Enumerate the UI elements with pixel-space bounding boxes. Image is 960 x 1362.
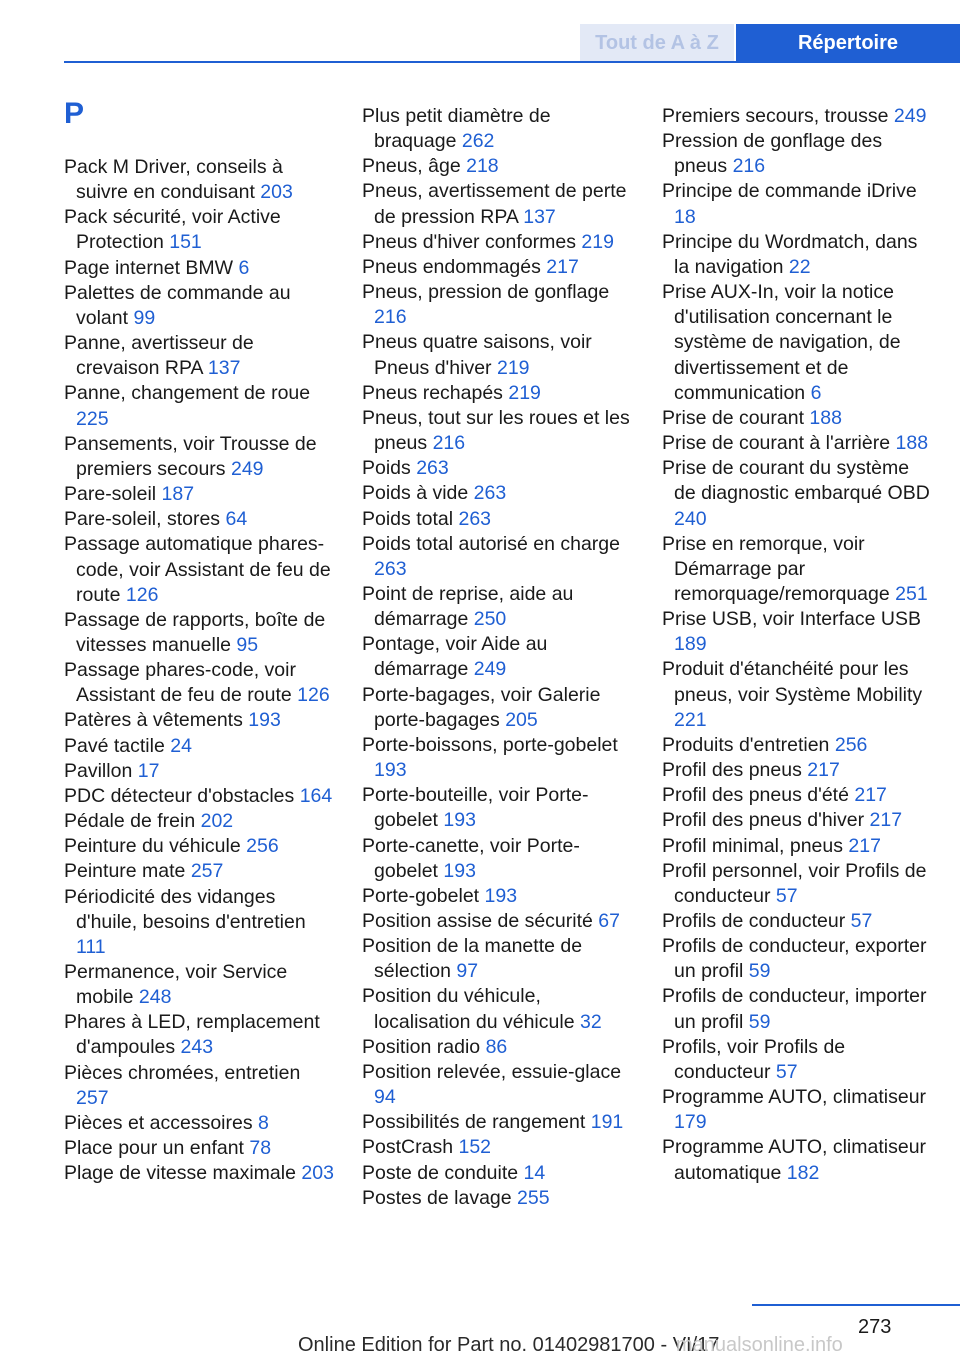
index-entry bbox=[662, 1135, 934, 1185]
index-entry-term: Plus petit diamètre de braquage bbox=[362, 105, 551, 153]
index-entry-term: Pneus, âge bbox=[362, 155, 461, 178]
index-entry-page-link[interactable]: 189 bbox=[674, 633, 707, 656]
index-entry-term: Passage automatique phares-code, voir Assistant de feu de route bbox=[64, 533, 331, 606]
index-entry-term: Pédale de frein bbox=[64, 810, 196, 833]
index-column-3 bbox=[662, 104, 934, 1186]
index-entry-term: Programme AUTO, climatiseur bbox=[662, 1086, 927, 1109]
index-entry bbox=[662, 280, 934, 406]
index-entry-term: Profil des pneus d'hiver bbox=[662, 809, 865, 832]
index-entry bbox=[662, 1035, 934, 1085]
index-entry-page-link[interactable]: 257 bbox=[190, 860, 224, 883]
index-entry-term: Poids total autorisé en charge bbox=[362, 532, 620, 555]
index-entry bbox=[662, 179, 934, 229]
index-entry-page-link[interactable]: 257 bbox=[76, 1086, 109, 1109]
index-entry-term: Pavé tactile bbox=[64, 734, 165, 757]
index-entry-term: Pneus, tout sur les roues et les pneus bbox=[362, 406, 630, 455]
index-entry-page-link[interactable]: 164 bbox=[299, 784, 333, 807]
index-entry-page-link[interactable]: 217 bbox=[854, 784, 887, 807]
index-entry bbox=[662, 984, 934, 1034]
index-entry bbox=[362, 1060, 634, 1110]
index-entry-term: Pneus quatre saisons, voir Pneus d'hiver bbox=[362, 331, 592, 379]
index-entry-page-link[interactable]: 249 bbox=[473, 658, 507, 681]
index-entry-term: Prise de courant bbox=[662, 406, 804, 429]
index-entry-term: Périodicité des vidanges d'huile, besoins d'entretien bbox=[64, 885, 306, 933]
index-entry bbox=[64, 809, 336, 834]
index-entry-page-link[interactable]: 193 bbox=[374, 759, 407, 782]
index-entry-page-link[interactable]: 255 bbox=[517, 1186, 550, 1209]
index-entry-page-link[interactable]: 262 bbox=[461, 130, 495, 153]
index-entry-page-link[interactable]: 6 bbox=[810, 381, 822, 404]
index-entry-page-link[interactable]: 193 bbox=[443, 859, 476, 882]
index-entry-term: Pack M Driver, conseils à suivre en conduisant bbox=[64, 156, 283, 204]
index-entry-page-link[interactable]: 249 bbox=[230, 457, 264, 480]
index-entry bbox=[362, 1186, 634, 1211]
index-entry bbox=[64, 608, 336, 658]
index-entry bbox=[64, 885, 336, 960]
index-entry-page-link[interactable]: 111 bbox=[76, 935, 106, 958]
index-entry bbox=[362, 582, 634, 632]
index-entry bbox=[64, 859, 336, 884]
index-entry-term: Porte-canette, voir Porte-gobelet bbox=[362, 834, 580, 882]
index-entry bbox=[362, 909, 634, 934]
index-entry-page-link[interactable]: 95 bbox=[236, 633, 259, 656]
index-entry bbox=[64, 532, 336, 607]
index-entry bbox=[64, 834, 336, 859]
index-entry-term: Poids à vide bbox=[362, 482, 469, 505]
index-entry bbox=[64, 759, 336, 784]
index-entry-term: Position assise de sécurité bbox=[362, 910, 593, 932]
index-entry bbox=[362, 507, 634, 532]
index-entry bbox=[362, 330, 634, 380]
index-entry bbox=[662, 733, 934, 758]
index-entry-page-link[interactable]: 86 bbox=[485, 1035, 508, 1058]
index-entry-term: Premiers secours, trousse bbox=[662, 105, 889, 127]
index-entry-term: Pièces et accessoires bbox=[64, 1111, 253, 1134]
index-entry bbox=[362, 934, 634, 984]
page-number: 273 bbox=[858, 1316, 892, 1338]
index-entry-page-link[interactable]: 67 bbox=[598, 910, 620, 932]
index-entry bbox=[362, 280, 634, 330]
index-entry bbox=[662, 657, 934, 732]
index-entry-term: Profil des pneus d'été bbox=[662, 784, 849, 807]
index-entry bbox=[362, 154, 634, 179]
index-entry bbox=[64, 1061, 336, 1111]
index-entry bbox=[362, 984, 634, 1034]
index-entry bbox=[64, 960, 336, 1010]
index-entry-term: Pavillon bbox=[64, 759, 133, 782]
index-entry-page-link[interactable]: 219 bbox=[496, 356, 530, 379]
index-entry-term: Profil minimal, pneus bbox=[662, 834, 843, 857]
index-entry-term: Prise en remorque, voir Démarrage par remorquage/remorquage bbox=[662, 532, 890, 605]
index-entry-page-link[interactable]: 218 bbox=[466, 155, 499, 178]
index-entry-page-link[interactable]: 137 bbox=[523, 205, 556, 228]
index-entry-term: Pièces chromées, entretien bbox=[64, 1061, 301, 1084]
index-entry bbox=[362, 884, 634, 909]
index-entry-page-link[interactable]: 99 bbox=[133, 306, 156, 329]
index-entry bbox=[64, 734, 336, 759]
index-entry bbox=[662, 808, 934, 833]
index-entry bbox=[662, 758, 934, 783]
index-entry-page-link[interactable]: 182 bbox=[786, 1161, 820, 1184]
index-entry bbox=[64, 205, 336, 255]
index-entry-page-link[interactable]: 179 bbox=[674, 1111, 707, 1134]
index-entry-page-link[interactable]: 250 bbox=[473, 608, 507, 631]
index-entry-page-link[interactable]: 216 bbox=[732, 155, 766, 178]
index-column-2 bbox=[362, 104, 634, 1211]
index-entry-term: Poids bbox=[362, 457, 411, 480]
index-entry-page-link[interactable]: 32 bbox=[579, 1010, 602, 1033]
index-entry-term: Possibilités de rangement bbox=[362, 1111, 586, 1134]
index-entry-page-link[interactable]: 219 bbox=[581, 230, 614, 253]
index-entry-page-link[interactable]: 217 bbox=[807, 759, 840, 782]
index-entry-page-link[interactable]: 64 bbox=[225, 508, 248, 531]
index-entry-page-link[interactable]: 18 bbox=[674, 205, 696, 228]
index-entry-page-link[interactable]: 219 bbox=[508, 381, 541, 404]
index-entry bbox=[362, 783, 634, 833]
index-entry-term: Plage de vitesse maximale bbox=[64, 1162, 296, 1185]
index-entry-page-link[interactable]: 137 bbox=[207, 357, 241, 380]
index-entry-page-link[interactable]: 126 bbox=[125, 583, 159, 606]
index-entry bbox=[662, 129, 934, 179]
index-entry bbox=[64, 482, 336, 507]
index-entry bbox=[64, 256, 336, 281]
index-entry-page-link[interactable]: 126 bbox=[297, 684, 330, 707]
index-entry-term: PDC détecteur d'obstacles bbox=[64, 784, 295, 807]
index-entry-page-link[interactable]: 256 bbox=[834, 733, 868, 756]
index-entry bbox=[64, 432, 336, 482]
index-entry-page-link[interactable]: 217 bbox=[848, 834, 881, 857]
index-entry-term: Profils de conducteur, exporter un profil bbox=[662, 935, 927, 983]
index-entry bbox=[64, 1136, 336, 1161]
index-entry-term: Pneus d'hiver conformes bbox=[362, 230, 576, 253]
index-entry-term: Pontage, voir Aide au démarrage bbox=[362, 633, 548, 681]
index-entry-term: Peinture mate bbox=[64, 860, 186, 883]
index-entry bbox=[64, 155, 336, 205]
index-entry bbox=[362, 381, 634, 406]
index-entry bbox=[362, 683, 634, 733]
index-entry bbox=[362, 255, 634, 280]
index-entry-page-link[interactable]: 57 bbox=[850, 910, 873, 932]
index-entry bbox=[64, 1161, 336, 1186]
index-entry-term: Pneus, avertissement de perte de pression RPA bbox=[362, 180, 627, 228]
index-entry-term: Porte-boissons, porte-gobelet bbox=[362, 733, 618, 756]
index-entry-term: Pare-soleil bbox=[64, 483, 157, 506]
index-entry-term: Prise de courant à l'arrière bbox=[662, 432, 891, 455]
index-entry-page-link[interactable]: 263 bbox=[473, 482, 507, 505]
footer-divider bbox=[752, 1304, 960, 1306]
index-entry bbox=[362, 481, 634, 506]
index-entry-term: Profil des pneus bbox=[662, 759, 802, 782]
index-entry-term: Prise AUX-In, voir la notice d'utilisation concernant le système de navigation, de divertissement et de communication bbox=[662, 281, 901, 404]
index-entry bbox=[362, 733, 634, 783]
index-entry-page-link[interactable]: 203 bbox=[301, 1162, 334, 1185]
watermark: manualsonline.info bbox=[676, 1334, 843, 1356]
index-entry-page-link[interactable]: 263 bbox=[458, 507, 492, 530]
index-entry-term: Porte-bouteille, voir Porte-gobelet bbox=[362, 784, 589, 832]
index-entry-term: PostCrash bbox=[362, 1136, 454, 1159]
index-entry bbox=[662, 607, 934, 657]
index-entry bbox=[64, 1111, 336, 1136]
index-entry-page-link[interactable]: 221 bbox=[674, 708, 707, 731]
index-entry-term: Phares à LED, remplacement d'ampoules bbox=[64, 1011, 320, 1059]
tab-tout-de-a-a-z[interactable]: Tout de A à Z bbox=[580, 24, 734, 62]
index-entry-term: Passage phares-code, voir Assistant de feu de route bbox=[64, 659, 296, 707]
index-entry-term: Position radio bbox=[362, 1035, 481, 1058]
index-entry bbox=[362, 1110, 634, 1135]
index-entry-page-link[interactable]: 202 bbox=[200, 810, 234, 833]
index-entry-page-link[interactable]: 193 bbox=[443, 809, 476, 832]
header-divider bbox=[64, 61, 960, 63]
index-entry-term: Poste de conduite bbox=[362, 1161, 519, 1184]
index-entry-term: Page internet BMW bbox=[64, 256, 234, 279]
index-entry-term: Porte-gobelet bbox=[362, 884, 480, 907]
index-entry-page-link[interactable]: 193 bbox=[484, 884, 518, 907]
index-entry-page-link[interactable]: 59 bbox=[748, 960, 771, 983]
index-entry-page-link[interactable]: 248 bbox=[138, 986, 172, 1009]
index-entry-term: Pression de gonflage des pneus bbox=[662, 130, 883, 178]
index-entry-term: Passage de rapports, boîte de vitesses manuelle bbox=[64, 608, 326, 656]
index-entry-page-link[interactable]: 188 bbox=[809, 406, 842, 429]
index-entry-term: Principe de commande iDrive bbox=[662, 180, 917, 203]
index-entry-term: Postes de lavage bbox=[362, 1186, 512, 1209]
index-entry-page-link[interactable]: 217 bbox=[546, 255, 579, 278]
index-column-1 bbox=[64, 155, 336, 1186]
index-entry bbox=[662, 783, 934, 808]
index-entry bbox=[362, 179, 634, 229]
index-entry bbox=[64, 708, 336, 733]
index-entry-page-link[interactable]: 240 bbox=[674, 507, 707, 530]
index-entry-page-link[interactable]: 205 bbox=[505, 708, 538, 731]
index-entry-page-link[interactable]: 17 bbox=[137, 759, 160, 782]
index-entry-page-link[interactable]: 225 bbox=[76, 407, 109, 430]
index-entry bbox=[362, 406, 634, 456]
index-entry-term: Produits d'entretien bbox=[662, 733, 830, 756]
index-entry-term: Peinture du véhicule bbox=[64, 835, 241, 858]
index-entry-term: Pneus rechapés bbox=[362, 381, 503, 404]
index-entry bbox=[64, 784, 336, 809]
index-entry-page-link[interactable]: 217 bbox=[869, 809, 903, 832]
index-entry-page-link[interactable]: 188 bbox=[895, 432, 929, 455]
index-entry-term: Produit d'étanchéité pour les pneus, voir Système Mobility bbox=[662, 658, 923, 706]
index-entry bbox=[64, 507, 336, 532]
index-entry bbox=[662, 230, 934, 280]
index-entry-page-link[interactable]: 57 bbox=[775, 884, 798, 907]
index-entry-term: Prise USB, voir Interface USB bbox=[662, 608, 922, 631]
index-entry-term: Point de reprise, aide au démarrage bbox=[362, 582, 574, 631]
index-entry-page-link[interactable]: 57 bbox=[775, 1060, 798, 1083]
index-entry-page-link[interactable]: 14 bbox=[523, 1161, 546, 1184]
index-entry-page-link[interactable]: 191 bbox=[590, 1111, 624, 1134]
index-entry bbox=[662, 834, 934, 859]
index-entry bbox=[64, 381, 336, 431]
index-entry bbox=[362, 834, 634, 884]
index-entry bbox=[362, 632, 634, 682]
index-entry-term: Pneus endommagés bbox=[362, 255, 541, 278]
index-entry-page-link[interactable]: 251 bbox=[895, 582, 928, 605]
index-entry bbox=[662, 431, 934, 456]
index-entry bbox=[662, 104, 934, 129]
index-entry-term: Position de la manette de sélection bbox=[362, 935, 583, 983]
index-entry-term: Profil personnel, voir Profils de conducteur bbox=[662, 859, 927, 907]
index-entry-term: Porte-bagages, voir Galerie porte-bagages bbox=[362, 683, 601, 731]
page-header bbox=[0, 0, 960, 62]
index-entry bbox=[64, 281, 336, 331]
index-entry-page-link[interactable]: 24 bbox=[170, 734, 192, 757]
index-entry bbox=[662, 406, 934, 431]
index-entry bbox=[662, 532, 934, 607]
index-entry-page-link[interactable]: 243 bbox=[180, 1036, 214, 1059]
index-entry-term: Position du véhicule, localisation du véhicule bbox=[362, 985, 575, 1033]
index-entry-page-link[interactable]: 151 bbox=[169, 231, 202, 254]
index-entry-term: Profils, voir Profils de conducteur bbox=[662, 1035, 846, 1083]
index-entry-page-link[interactable]: 263 bbox=[416, 457, 449, 480]
index-entry-page-link[interactable]: 59 bbox=[748, 1010, 771, 1033]
index-entry-page-link[interactable]: 152 bbox=[458, 1136, 492, 1159]
index-entry-page-link[interactable]: 97 bbox=[456, 960, 479, 983]
index-entry-term: Pack sécurité, voir Active Protection bbox=[64, 206, 281, 254]
index-entry-page-link[interactable]: 187 bbox=[161, 483, 195, 506]
index-entry-term: Pare-soleil, stores bbox=[64, 508, 221, 531]
index-entry-term: Programme AUTO, climatiseur automatique bbox=[662, 1136, 927, 1184]
index-entry bbox=[362, 532, 634, 582]
index-entry bbox=[362, 1135, 634, 1160]
index-entry-term: Principe du Wordmatch, dans la navigation bbox=[662, 230, 918, 278]
index-entry-page-link[interactable]: 94 bbox=[374, 1086, 396, 1109]
index-entry-term: Poids total bbox=[362, 507, 454, 530]
index-entry-page-link[interactable]: 263 bbox=[374, 557, 407, 580]
index-entry-term: Profils de conducteur bbox=[662, 910, 846, 932]
index-entry-term: Permanence, voir Service mobile bbox=[64, 961, 288, 1009]
index-entry-page-link[interactable]: 216 bbox=[432, 432, 466, 455]
index-entry bbox=[64, 1010, 336, 1060]
index-entry bbox=[362, 456, 634, 481]
index-entry-page-link[interactable]: 8 bbox=[258, 1111, 269, 1134]
index-entry bbox=[662, 456, 934, 531]
index-entry-page-link[interactable]: 203 bbox=[260, 181, 293, 204]
edition-text: Online Edition for Part no. 01402981700 - VI/17 bbox=[298, 1334, 720, 1356]
index-entry-term: Pansements, voir Trousse de premiers secours bbox=[64, 432, 317, 480]
index-entry-page-link[interactable]: 6 bbox=[238, 256, 250, 279]
index-entry-page-link[interactable]: 216 bbox=[374, 306, 407, 329]
index-entry bbox=[362, 1035, 634, 1060]
index-entry-page-link[interactable]: 193 bbox=[248, 709, 281, 732]
index-entry bbox=[362, 104, 634, 154]
index-entry-term: Panne, changement de roue bbox=[64, 382, 311, 405]
index-entry-term: Position relevée, essuie-glace bbox=[362, 1060, 622, 1083]
index-entry-page-link[interactable]: 78 bbox=[249, 1137, 272, 1160]
index-entry-term: Prise de courant du système de diagnostic embarqué OBD bbox=[662, 457, 930, 505]
index-entry-term: Panne, avertisseur de crevaison RPA bbox=[64, 332, 254, 380]
index-entry bbox=[362, 1161, 634, 1186]
index-entry-term: Patères à vêtements bbox=[64, 709, 243, 732]
index-entry-page-link[interactable]: 256 bbox=[246, 835, 279, 858]
index-entry-term: Palettes de commande au volant bbox=[64, 281, 291, 329]
index-entry bbox=[662, 859, 934, 909]
index-entry-page-link[interactable]: 249 bbox=[893, 105, 927, 127]
section-letter: P bbox=[64, 97, 85, 130]
index-entry bbox=[662, 909, 934, 934]
index-entry bbox=[662, 934, 934, 984]
index-entry-page-link[interactable]: 22 bbox=[788, 255, 811, 278]
index-entry bbox=[662, 1085, 934, 1135]
index-entry-term: Pneus, pression de gonflage bbox=[362, 281, 610, 304]
index-entry-term: Profils de conducteur, importer un profil bbox=[662, 985, 927, 1033]
index-entry bbox=[64, 658, 336, 708]
tab-repertoire[interactable]: Répertoire bbox=[736, 24, 960, 62]
index-entry bbox=[362, 230, 634, 255]
index-entry bbox=[64, 331, 336, 381]
index-entry-term: Place pour un enfant bbox=[64, 1137, 244, 1160]
